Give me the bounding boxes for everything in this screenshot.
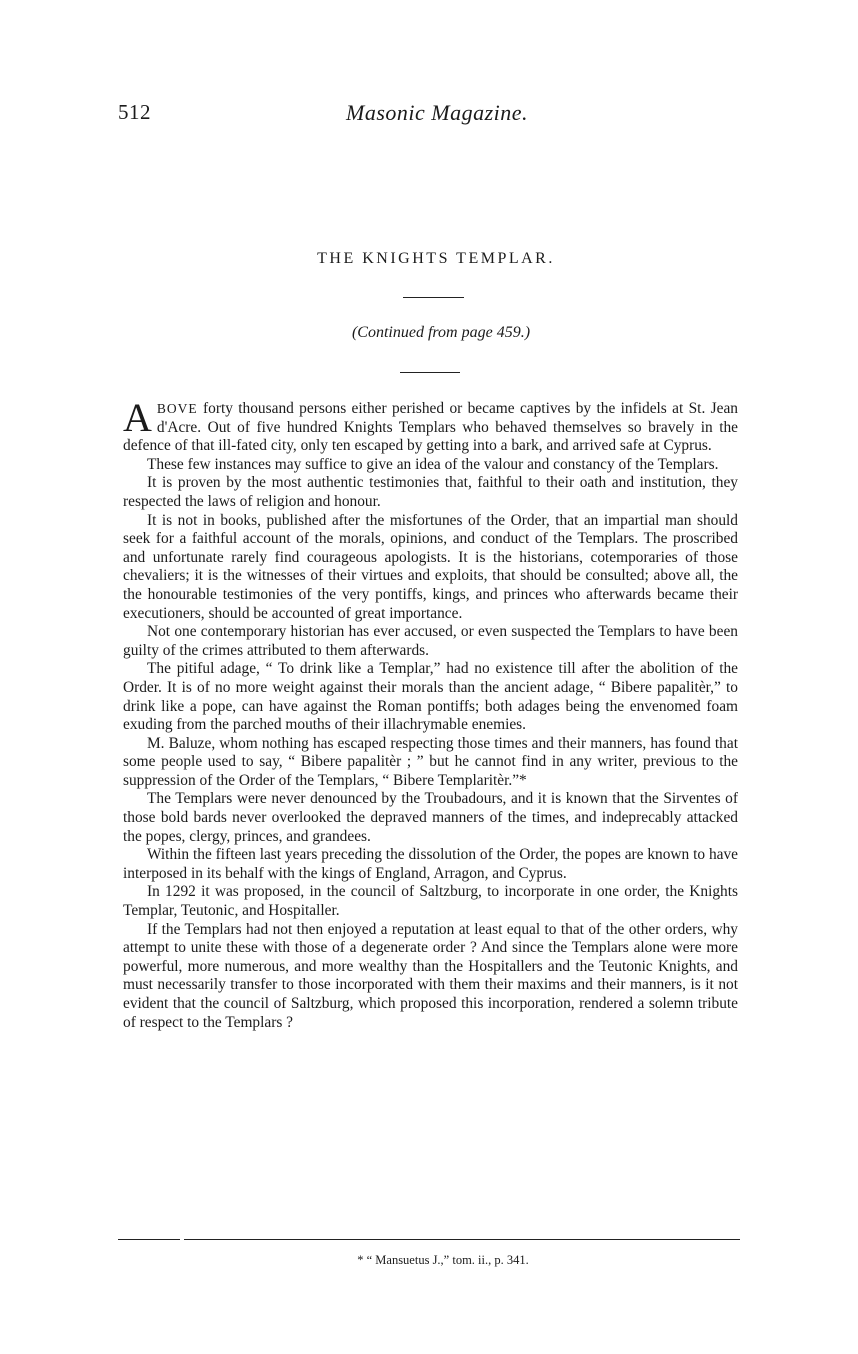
paragraph-text: forty thousand persons either perished or became captives by the infidels at St. Jean d'Acre. Out of five hundred Knights Templars who behaved themselves so bravely in the defence of that ill-fated city, only ten escaped by getting into a bark, and arrived safe at Cyprus.	[123, 400, 738, 455]
article-body	[123, 395, 738, 1032]
footnote-separator	[118, 1239, 740, 1243]
paragraph: If the Templars had not then enjoyed a reputation at least equal to that of the other orders, why attempt to unite these with those of a degenerate order ? And since the Templars alone were more powerful, more numerous, and more wealthy than the Hospitallers and the Teutonic Knights, and must necessarily transfer to those incorporated with them their maxims and their manners, is it not evident that the council of Saltzburg, which proposed this incorporation, rendered a solemn tribute of respect to the Templars ?	[123, 920, 738, 1031]
paragraph: It is proven by the most authentic testimonies that, faithful to their oath and institution, they respected the laws of religion and honour.	[123, 474, 738, 510]
running-head	[118, 100, 738, 134]
paragraph: Not one contemporary historian has ever accused, or even suspected the Templars to have been guilty of the crimes attributed to them afterwards.	[123, 623, 738, 659]
article-title: THE KNIGHTS TEMPLAR.	[317, 250, 555, 267]
paragraph	[123, 395, 738, 456]
footnote-rule-long	[184, 1239, 740, 1240]
magazine-title: Masonic Magazine.	[346, 100, 529, 125]
paragraph: Within the fifteen last years preceding the dissolution of the Order, the popes are known to have interposed in its behalf with the kings of England, Arragon, and Cyprus.	[123, 846, 738, 882]
paragraph: These few instances may suffice to give an idea of the valour and constancy of the Templars.	[147, 455, 719, 473]
page-number: 512	[118, 100, 151, 124]
paragraph: The pitiful adage, “ To drink like a Templar,” had no existence till after the abolition of the Order. It is of no more weight against their morals than the ancient adage, “ Bibere papalitèr,” to drink like a pope, can have against the Roman pontiffs; both adages being the envenomed foam exuding from the parched mouths of their illachrymable enemies.	[123, 660, 738, 734]
paragraph: The Templars were never denounced by the Troubadours, and it is known that the Sirventes of those bold bards never overlooked the depraved manners of the times, and indeprecably attacked the popes, clergy, princes, and grandees.	[123, 790, 738, 845]
paragraph: M. Baluze, whom nothing has escaped respecting those times and their manners, has found that some people used to say, “ Bibere papalitèr ; ” but he cannot find in any writer, previous to the suppression of the Order of the Templars, “ Bibere Templaritèr.”*	[123, 734, 738, 789]
lead-smallcaps: BOVE	[156, 401, 198, 416]
section-divider	[400, 372, 460, 373]
drop-cap: A	[123, 395, 152, 440]
paragraph: It is not in books, published after the misfortunes of the Order, that an impartial man should seek for a faithful account of the morals, opinions, and conduct of the Templars. The proscribed and unfortunate rarely find courageous apologists. It is the historians, cotemporaries of those chevaliers; it is the witnesses of their virtues and exploits, that should be consulted; above all, the the honourable testimonies of the very pontiffs, kings, and princes who afterwards became their executioners, should be accounted of great importance.	[123, 511, 738, 622]
continued-note: (Continued from page 459.)	[351, 324, 531, 341]
footnote: * “ Mansuetus J.,” tom. ii., p. 341.	[357, 1253, 529, 1267]
paragraph: In 1292 it was proposed, in the council of Saltzburg, to incorporate in one order, the Knights Templar, Teutonic, and Hospitaller.	[123, 883, 738, 920]
title-divider	[403, 297, 464, 298]
footnote-rule-short	[118, 1239, 180, 1240]
